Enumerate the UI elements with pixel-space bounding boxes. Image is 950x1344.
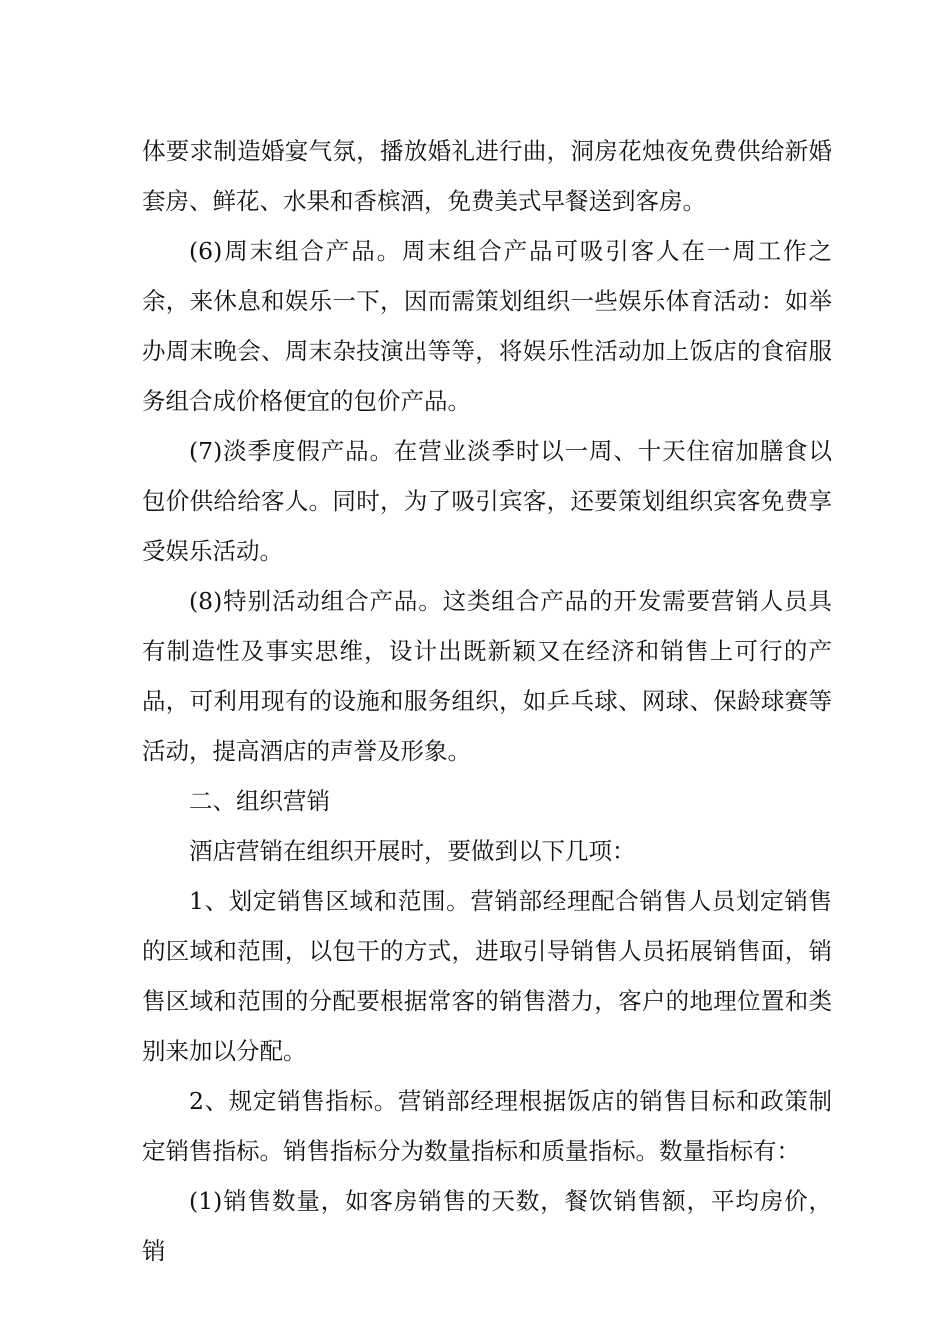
paragraph-3: (7)淡季度假产品。在营业淡季时以一周、十天住宿加膳食以包价供给给客人。同时，为了吸引宾客，还要策划组织宾客免费享受娱乐活动。 (142, 437, 832, 565)
paragraph-5: 酒店营销在组织开展时，要做到以下几项： (189, 837, 636, 865)
paragraph-7: 2、规定销售指标。营销部经理根据饭店的销售目标和政策制定销售指标。销售指标分为数量指标和质量指标。数量指标有： (142, 1087, 832, 1165)
paragraph-4: (8)特别活动组合产品。这类组合产品的开发需要营销人员具有制造性及事实思维，设计出既新颖又在经济和销售上可行的产品，可利用现有的设施和服务组织，如乒乓球、网球、保龄球赛等活动，提高酒店的声誉及形象。 (142, 587, 832, 765)
paragraph-6: 1、划定销售区域和范围。营销部经理配合销售人员划定销售的区域和范围，以包干的方式，进取引导销售人员拓展销售面，销售区域和范围的分配要根据常客的销售潜力，客户的地理位置和类别来加以分配。 (142, 887, 832, 1065)
document-body (142, 126, 832, 1276)
paragraph-1: 体要求制造婚宴气氛，播放婚礼进行曲，洞房花烛夜免费供给新婚套房、鲜花、水果和香槟酒，免费美式早餐送到客房。 (142, 137, 832, 215)
section-heading: 二、组织营销 (189, 787, 330, 815)
paragraph-2: (6)周末组合产品。周末组合产品可吸引客人在一周工作之余，来休息和娱乐一下，因而需策划组织一些娱乐体育活动：如举办周末晚会、周末杂技演出等等，将娱乐性活动加上饭店的食宿服务组合成价格便宜的包价产品。 (142, 237, 832, 415)
paragraph-8: (1)销售数量，如客房销售的天数，餐饮销售额，平均房价，销 (142, 1187, 832, 1265)
